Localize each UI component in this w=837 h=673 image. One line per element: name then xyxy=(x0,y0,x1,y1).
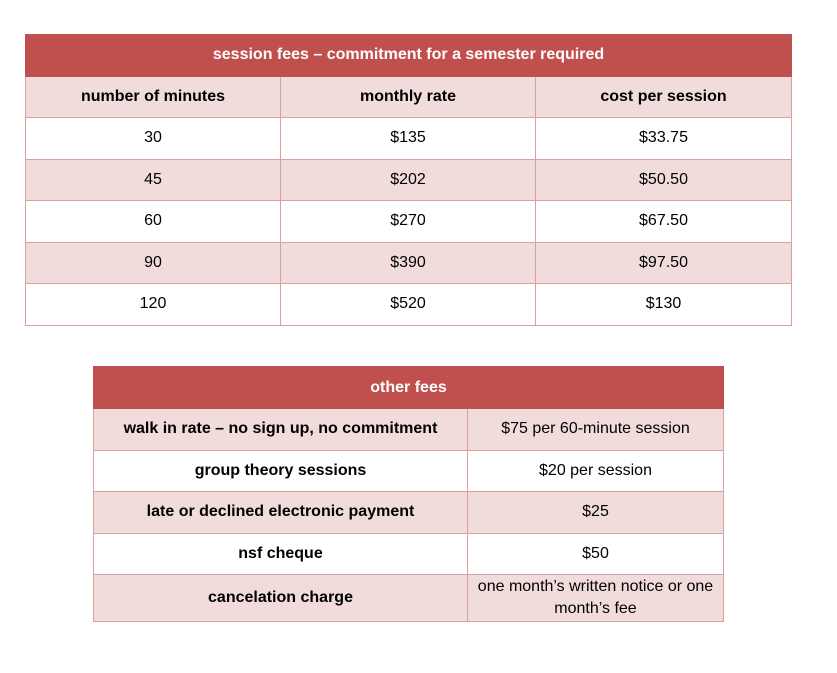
session-fees-table xyxy=(25,34,792,326)
fee-name-cell: nsf cheque xyxy=(94,533,468,575)
minutes-cell: 45 xyxy=(26,159,281,201)
minutes-cell: 120 xyxy=(26,284,281,326)
monthly-rate-cell: $520 xyxy=(281,284,536,326)
cost-per-session-cell: $130 xyxy=(536,284,792,326)
table-row xyxy=(26,118,792,160)
table-row xyxy=(94,575,724,622)
monthly-rate-cell: $270 xyxy=(281,201,536,243)
table-row xyxy=(94,409,724,451)
fee-name-cell: walk in rate – no sign up, no commitment xyxy=(94,409,468,451)
table-row xyxy=(26,242,792,284)
cost-per-session-cell: $67.50 xyxy=(536,201,792,243)
minutes-cell: 60 xyxy=(26,201,281,243)
column-header-cost-per-session: cost per session xyxy=(536,76,792,118)
minutes-cell: 30 xyxy=(26,118,281,160)
session-fees-title: session fees – commitment for a semester required xyxy=(26,35,792,77)
monthly-rate-cell: $390 xyxy=(281,242,536,284)
fee-name-cell: group theory sessions xyxy=(94,450,468,492)
table-row xyxy=(94,533,724,575)
table-row xyxy=(26,284,792,326)
monthly-rate-cell: $135 xyxy=(281,118,536,160)
fee-amount-cell: $20 per session xyxy=(468,450,724,492)
monthly-rate-cell: $202 xyxy=(281,159,536,201)
column-header-monthly-rate: monthly rate xyxy=(281,76,536,118)
session-fees-header-row xyxy=(26,76,792,118)
minutes-cell: 90 xyxy=(26,242,281,284)
session-fees-title-row xyxy=(26,35,792,77)
cost-per-session-cell: $50.50 xyxy=(536,159,792,201)
fee-amount-cell: $50 xyxy=(468,533,724,575)
table-row xyxy=(26,159,792,201)
other-fees-table xyxy=(93,366,724,622)
fee-name-cell: late or declined electronic payment xyxy=(94,492,468,534)
table-row xyxy=(26,201,792,243)
other-fees-title: other fees xyxy=(94,367,724,409)
fee-amount-cell: $75 per 60-minute session xyxy=(468,409,724,451)
table-row xyxy=(94,492,724,534)
cost-per-session-cell: $33.75 xyxy=(536,118,792,160)
table-row xyxy=(94,450,724,492)
column-header-minutes: number of minutes xyxy=(26,76,281,118)
fee-amount-cell: one month’s written notice or one month’s fee xyxy=(468,575,724,622)
fee-amount-cell: $25 xyxy=(468,492,724,534)
cost-per-session-cell: $97.50 xyxy=(536,242,792,284)
fee-name-cell: cancelation charge xyxy=(94,575,468,622)
other-fees-title-row xyxy=(94,367,724,409)
